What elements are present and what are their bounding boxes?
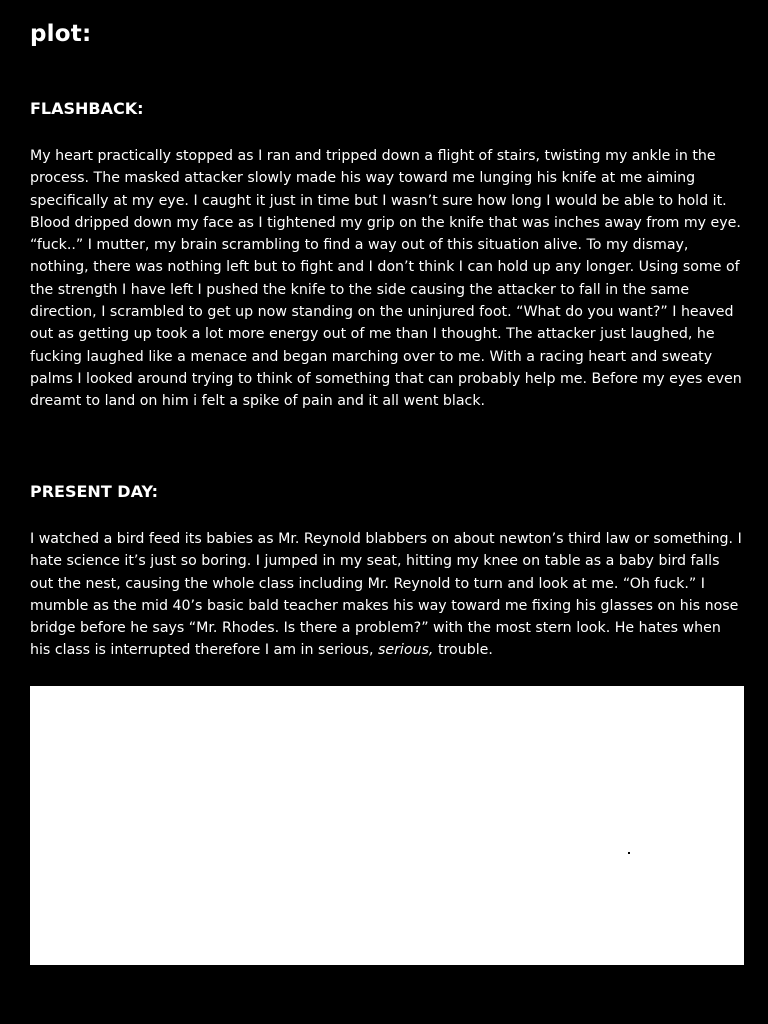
- present-day-text-start: I watched a bird feed its babies as Mr. Reynold blabbers on about newton’s third law or something. I hate science it’s just so boring. I jumped in my seat, hitting my knee on table as a baby bird falls out the nest, causing the whole class including Mr. Reynold to turn and look at me. “Oh fuck.” I mumble as the mid 40’s basic bald teacher makes his way toward me fixing his glasses on his nose bridge before he says “Mr. Rhodes. Is there a problem?” with the most stern look. He hates when his class is interrupted therefore I am in serious,: [30, 531, 742, 659]
- panel-speck: [628, 852, 630, 854]
- flashback-paragraph: My heart practically stopped as I ran and tripped down a flight of stairs, twisting my ankle in the process. The masked attacker slowly made his way toward me lunging his knife at me aiming specifically at my eye. I caught it just in time but I wasn’t sure how long I would be able to hold it. Blood dripped down my face as I tightened my grip on the knife that was inches away from my eye. “fuck..” I mutter, my brain scrambling to find a way out of this situation alive. To my dismay, nothing, there was nothing left but to fight and I don’t think I can hold up any longer. Using some of the strength I have left I pushed the knife to the side causing the attacker to fall in the same direction, I scrambled to get up now standing on the uninjured foot. “What do you want?” I heaved out as getting up took a lot more energy out of me than I thought. The attacker just laughed, he fucking laughed like a menace and began marching over to me. With a racing heart and sweaty palms I looked around trying to think of something that can probably help me. Before my eyes even dreamt to land on him i felt a spike of pain and it all went black.: [30, 148, 742, 410]
- blank-image-panel: [30, 686, 744, 965]
- document-title: plot:: [30, 21, 92, 47]
- present-day-italic-text: serious,: [377, 642, 434, 659]
- present-day-paragraph: [30, 528, 744, 662]
- present-day-text-end: trouble.: [433, 642, 493, 659]
- present-day-heading: PRESENT DAY:: [30, 482, 159, 501]
- flashback-heading: FLASHBACK:: [30, 99, 144, 118]
